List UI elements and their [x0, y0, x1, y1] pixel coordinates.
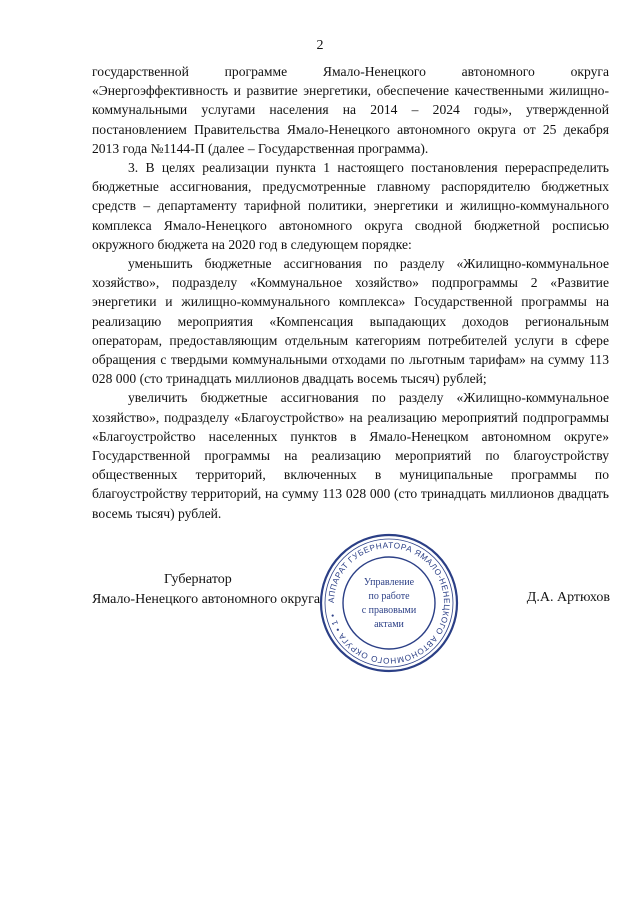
stamp-center-line4: актами	[374, 619, 404, 630]
signatory-title-line1: Губернатор	[164, 572, 232, 587]
stamp-center-line1: Управление	[363, 577, 415, 588]
paragraph-program-reference: государственной программе Ямало-Ненецкого автономного округа «Энергоэффективность и развитие энергетики, обеспечение качественными жилищно-коммунальными услугами населения на 2014 – 2024 годы», утвержденной постановлением Правительства Ямало-Ненецкого автономного округа от 25 декабря 2013 года №1144-П (далее – Государственная программа).	[92, 64, 609, 156]
stamp-outer-ring	[321, 535, 457, 671]
document-body	[92, 62, 609, 523]
paragraph-increase: увеличить бюджетные ассигнования по разделу «Жилищно-коммунальное хозяйство», подразделу «Благоустройство» на реализацию мероприятий подпрограммы «Благоустройство населенных пунктов в Ямало-Ненецком автономном округе» Государственной программы на реализацию мероприятий по благоустройству общественных территорий, включенных в муниципальные программы по благоустройству территорий, на сумму 113 028 000 (сто тринадцать миллионов двадцать восемь тысяч) рублей.	[92, 390, 609, 521]
signatory-title-line2: Ямало-Ненецкого автономного округа	[92, 592, 321, 607]
stamp-center-line3: с правовыми	[361, 605, 417, 616]
official-stamp	[318, 532, 460, 674]
page-number: 2	[316, 38, 324, 53]
stamp-center-line2: по работе	[368, 591, 410, 602]
paragraph-item-3: 3. В целях реализации пункта 1 настоящего постановления перераспределить бюджетные ассигнования, предусмотренные главному распорядителю бюджетных средств – департаменту тарифной политики, энергетики и жилищно-коммунального комплекса Ямало-Ненецкого автономного округа сводной бюджетной росписью окружного бюджета на 2020 год в следующем порядке:	[92, 160, 609, 252]
paragraph-decrease: уменьшить бюджетные ассигнования по разделу «Жилищно-коммунальное хозяйство», подразделу «Коммунальное хозяйство» подпрограммы 2 «Развитие энергетики и жилищно-коммунального комплекса» Государственной программы на реализацию мероприятия «Компенсация выпадающих доходов региональным операторам, предоставляющим отдельным категориям потребителей услуги в сфере обращения с твердыми коммунальными отходами по льготным тарифам» на сумму 113 028 000 (сто тринадцать миллионов двадцать восемь тысяч) рублей;	[92, 256, 609, 387]
signatory-name: Д.А. Артюхов	[526, 590, 610, 605]
stamp-ring-text: АППАРАТ ГУБЕРНАТОРА ЯМАЛО-НЕНЕЦКОГО АВТОНОМНОГО ОКРУГА • 1 •	[326, 540, 452, 666]
